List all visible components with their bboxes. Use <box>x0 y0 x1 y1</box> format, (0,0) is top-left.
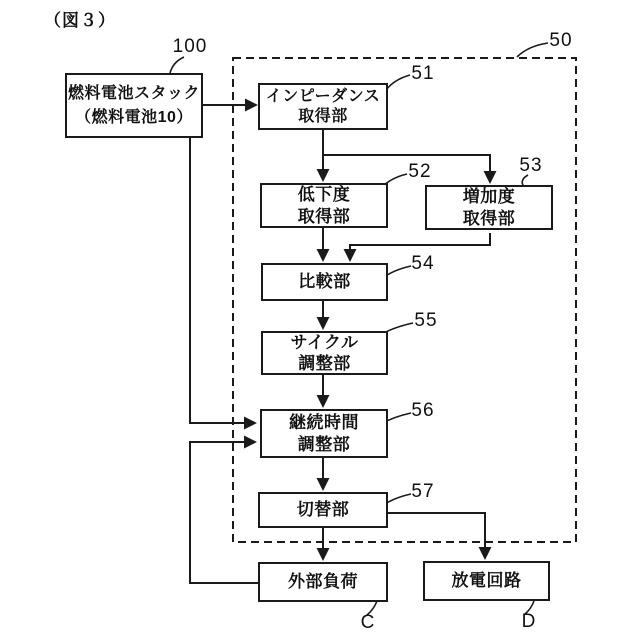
duration-line1: 継続時間 <box>289 413 359 433</box>
impedance-line1: インピーダンス <box>265 87 381 105</box>
ref-label-53: 53 <box>519 155 543 176</box>
comparison-box <box>261 263 388 301</box>
switching-box <box>258 492 388 528</box>
ref-label-C: C <box>360 612 376 633</box>
ref-label-54: 54 <box>411 253 435 274</box>
ref-label-56: 56 <box>411 400 435 421</box>
ref-label-55: 55 <box>414 310 438 331</box>
ref-label-100: 100 <box>172 36 208 57</box>
impedance-line2: 取得部 <box>298 107 348 125</box>
fuel-cell-stack-box <box>65 73 203 138</box>
arrow-stack-to-duration <box>190 138 255 423</box>
comparison-label: 比較部 <box>298 272 351 292</box>
fuel-cell-stack-line2: （燃料電池10） <box>75 108 193 126</box>
cycle-line1: サイクル <box>290 332 359 352</box>
arrow-load-to-duration <box>190 442 258 583</box>
leader-50 <box>517 43 548 57</box>
ref-label-52: 52 <box>408 161 432 182</box>
cycle-line2: 調整部 <box>298 354 351 373</box>
increase-acquisition-box <box>425 185 553 230</box>
switching-label: 切替部 <box>296 500 350 520</box>
increase-line1: 増加度 <box>462 187 516 207</box>
increase-line2: 取得部 <box>462 208 516 228</box>
external-load-label: 外部負荷 <box>288 572 358 592</box>
figure-caption: （図３） <box>44 11 116 30</box>
cycle-adjustment-box <box>261 331 388 375</box>
discharge-circuit-label: 放電回路 <box>451 571 522 591</box>
discharge-circuit-box <box>423 561 550 601</box>
arrow-switching-to-discharge <box>388 513 485 558</box>
ref-label-50: 50 <box>549 30 573 51</box>
impedance-acquisition-box <box>258 83 388 130</box>
duration-line2: 調整部 <box>297 434 351 454</box>
leader-55 <box>384 323 413 333</box>
leader-100 <box>170 57 184 73</box>
fuel-cell-stack-line1: 燃料電池スタック <box>67 84 200 102</box>
ref-label-51: 51 <box>411 63 435 84</box>
ref-label-D: D <box>521 611 537 632</box>
decrease-line1: 低下度 <box>297 185 351 205</box>
external-load-box <box>258 562 388 602</box>
decrease-line2: 取得部 <box>297 206 351 226</box>
duration-adjustment-box <box>260 409 388 458</box>
decrease-acquisition-box <box>260 183 388 228</box>
ref-label-57: 57 <box>411 481 435 502</box>
